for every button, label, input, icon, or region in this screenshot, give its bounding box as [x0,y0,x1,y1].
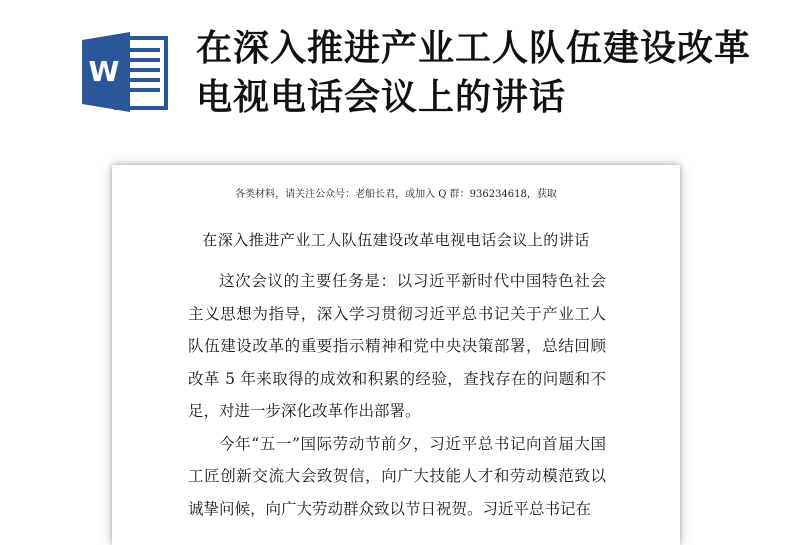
page-title: 在深入推进产业工人队伍建设改革电视电话会议上的讲话 [196,28,752,118]
paragraph: 这次会议的主要任务是：以习近平新时代中国特色社会主义思想为指导，深入学习贯彻习近平总书记关于产业工人队伍建设改革的重要指示精神和党中央决策部署，总结回顾改革 5 年来取得的成效和积累的经验，查找存在的问题和不足，对进一步深化改革作出部署。 [188,272,606,420]
header-banner [0,0,800,150]
document-title: 在深入推进产业工人队伍建设改革电视电话会议上的讲话 [202,231,590,249]
document-body [188,265,606,525]
word-icon-letter: W [88,55,120,88]
document-page [112,165,680,545]
page-header-text: 各类材料，请关注公众号：老船长君，或加入 Q 群：936234618，获取 [235,189,557,200]
word-document-icon [80,30,170,114]
paragraph: 今年“五一”国际劳动节前夕，习近平总书记向首届大国工匠创新交流大会致贺信，向广大技能人才和劳动模范致以诚挚问候，向广大劳动群众致以节日祝贺。习近平总书记在 [188,434,606,518]
